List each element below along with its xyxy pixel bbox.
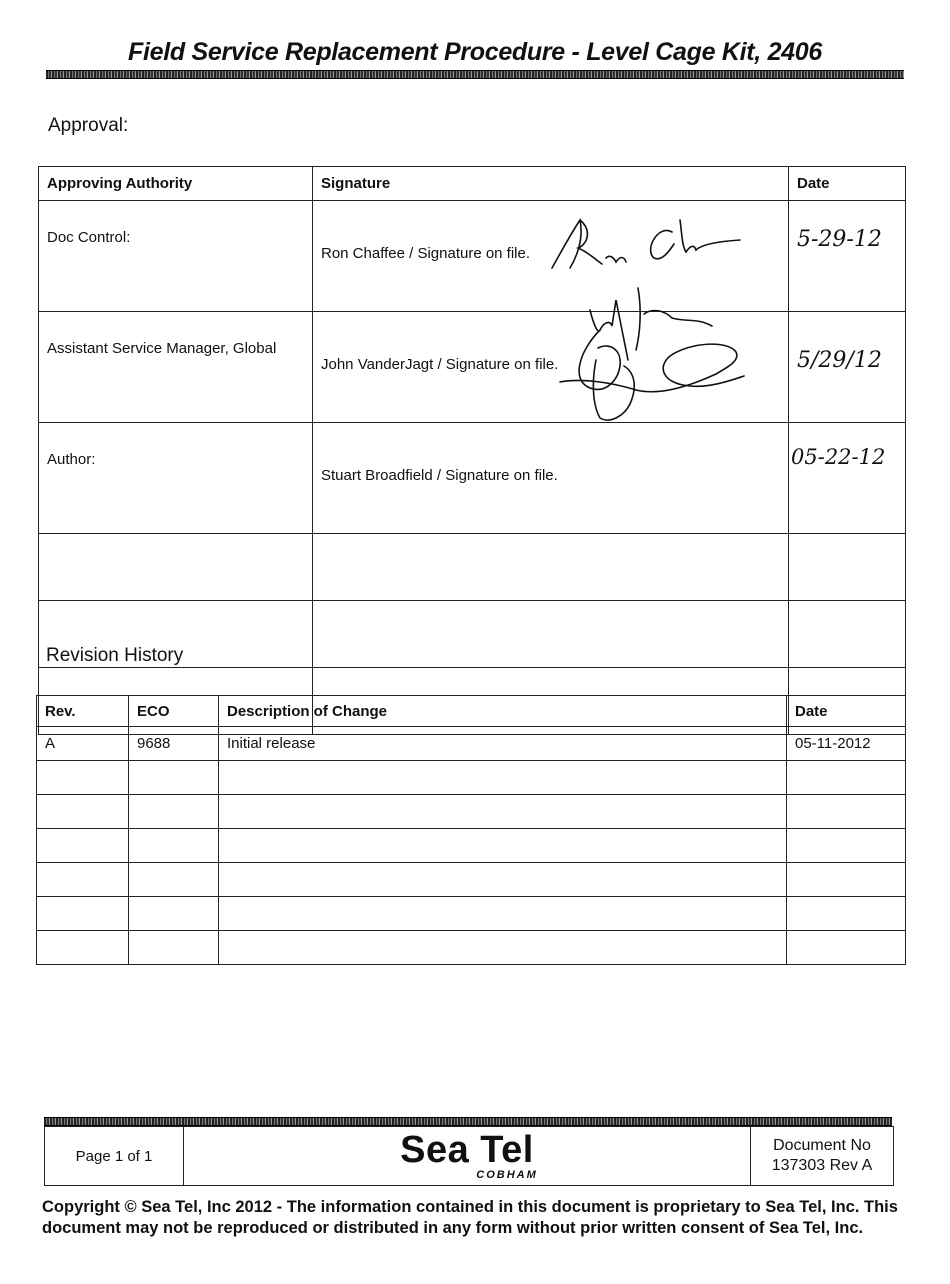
approval-row (39, 312, 906, 423)
document-title: Field Service Replacement Procedure - Level Cage Kit, 2406 (127, 38, 822, 66)
approval-heading: Approval: (48, 115, 129, 136)
revision-eco: 9688 (129, 727, 219, 761)
copyright-notice: Copyright © Sea Tel, Inc 2012 - The information contained in this document is proprietary to Sea Tel, Inc. This document may not be reproduced or distributed in any form without prior written consent of Sea Tel, Inc. (42, 1198, 898, 1237)
revision-row (37, 829, 906, 863)
revision-row (37, 897, 906, 931)
approval-col-authority: Approving Authority (39, 167, 313, 201)
revision-rev (37, 829, 129, 863)
approval-authority: Author: (39, 423, 313, 534)
approval-date (789, 601, 906, 668)
revision-row (37, 761, 906, 795)
document-number-label: Document No (773, 1137, 871, 1154)
approval-signature: Ron Chaffee / Signature on file. (313, 201, 789, 312)
brand-logo (184, 1127, 751, 1185)
revision-rev (37, 761, 129, 795)
approval-date: 5-29-12 (789, 201, 906, 312)
revision-col-description: Description of Change (219, 696, 787, 727)
document-number-value: 137303 Rev A (771, 1157, 873, 1174)
revision-col-eco: ECO (129, 696, 219, 727)
revision-eco (129, 761, 219, 795)
revision-header-row (37, 696, 906, 727)
revision-table (36, 695, 906, 965)
approval-col-date: Date (789, 167, 906, 201)
revision-description (219, 863, 787, 897)
footer-rule (44, 1117, 892, 1126)
revision-rev (37, 931, 129, 965)
revision-eco (129, 795, 219, 829)
approval-date (789, 534, 906, 601)
approval-row (39, 534, 906, 601)
revision-row (37, 727, 906, 761)
revision-date (787, 795, 906, 829)
revision-date (787, 761, 906, 795)
revision-rev (37, 863, 129, 897)
revision-eco (129, 931, 219, 965)
revision-description: Initial release (219, 727, 787, 761)
approval-signature: Stuart Broadfield / Signature on file. (313, 423, 789, 534)
revision-rev (37, 795, 129, 829)
brand-subtitle: COBHAM (476, 1169, 538, 1181)
revision-eco (129, 829, 219, 863)
approval-signature (313, 601, 789, 668)
approval-date: 05-22-12 (789, 423, 906, 534)
revision-date (787, 897, 906, 931)
approval-authority: Doc Control: (39, 201, 313, 312)
approval-authority (39, 534, 313, 601)
approval-authority: Assistant Service Manager, Global (39, 312, 313, 423)
revision-eco (129, 897, 219, 931)
approval-col-signature: Signature (313, 167, 789, 201)
revision-description (219, 761, 787, 795)
revision-date (787, 829, 906, 863)
document-number-cell (751, 1127, 893, 1185)
revision-row (37, 863, 906, 897)
footer-box (44, 1126, 894, 1186)
brand-name: Sea Tel (400, 1129, 534, 1171)
revision-description (219, 931, 787, 965)
revision-rev: A (37, 727, 129, 761)
revision-col-date: Date (787, 696, 906, 727)
revision-rev (37, 897, 129, 931)
revision-col-rev: Rev. (37, 696, 129, 727)
approval-signature: John VanderJagt / Signature on file. (313, 312, 789, 423)
approval-header-row (39, 167, 906, 201)
approval-row (39, 423, 906, 534)
revision-description (219, 897, 787, 931)
page-number: Page 1 of 1 (45, 1127, 184, 1185)
revision-date: 05-11-2012 (787, 727, 906, 761)
revision-row (37, 931, 906, 965)
approval-row (39, 201, 906, 312)
approval-date: 5/29/12 (789, 312, 906, 423)
header-rule (46, 70, 904, 79)
revision-history-heading: Revision History (46, 645, 184, 666)
revision-eco (129, 863, 219, 897)
revision-description (219, 795, 787, 829)
revision-date (787, 931, 906, 965)
approval-signature (313, 534, 789, 601)
revision-date (787, 863, 906, 897)
revision-description (219, 829, 787, 863)
revision-row (37, 795, 906, 829)
